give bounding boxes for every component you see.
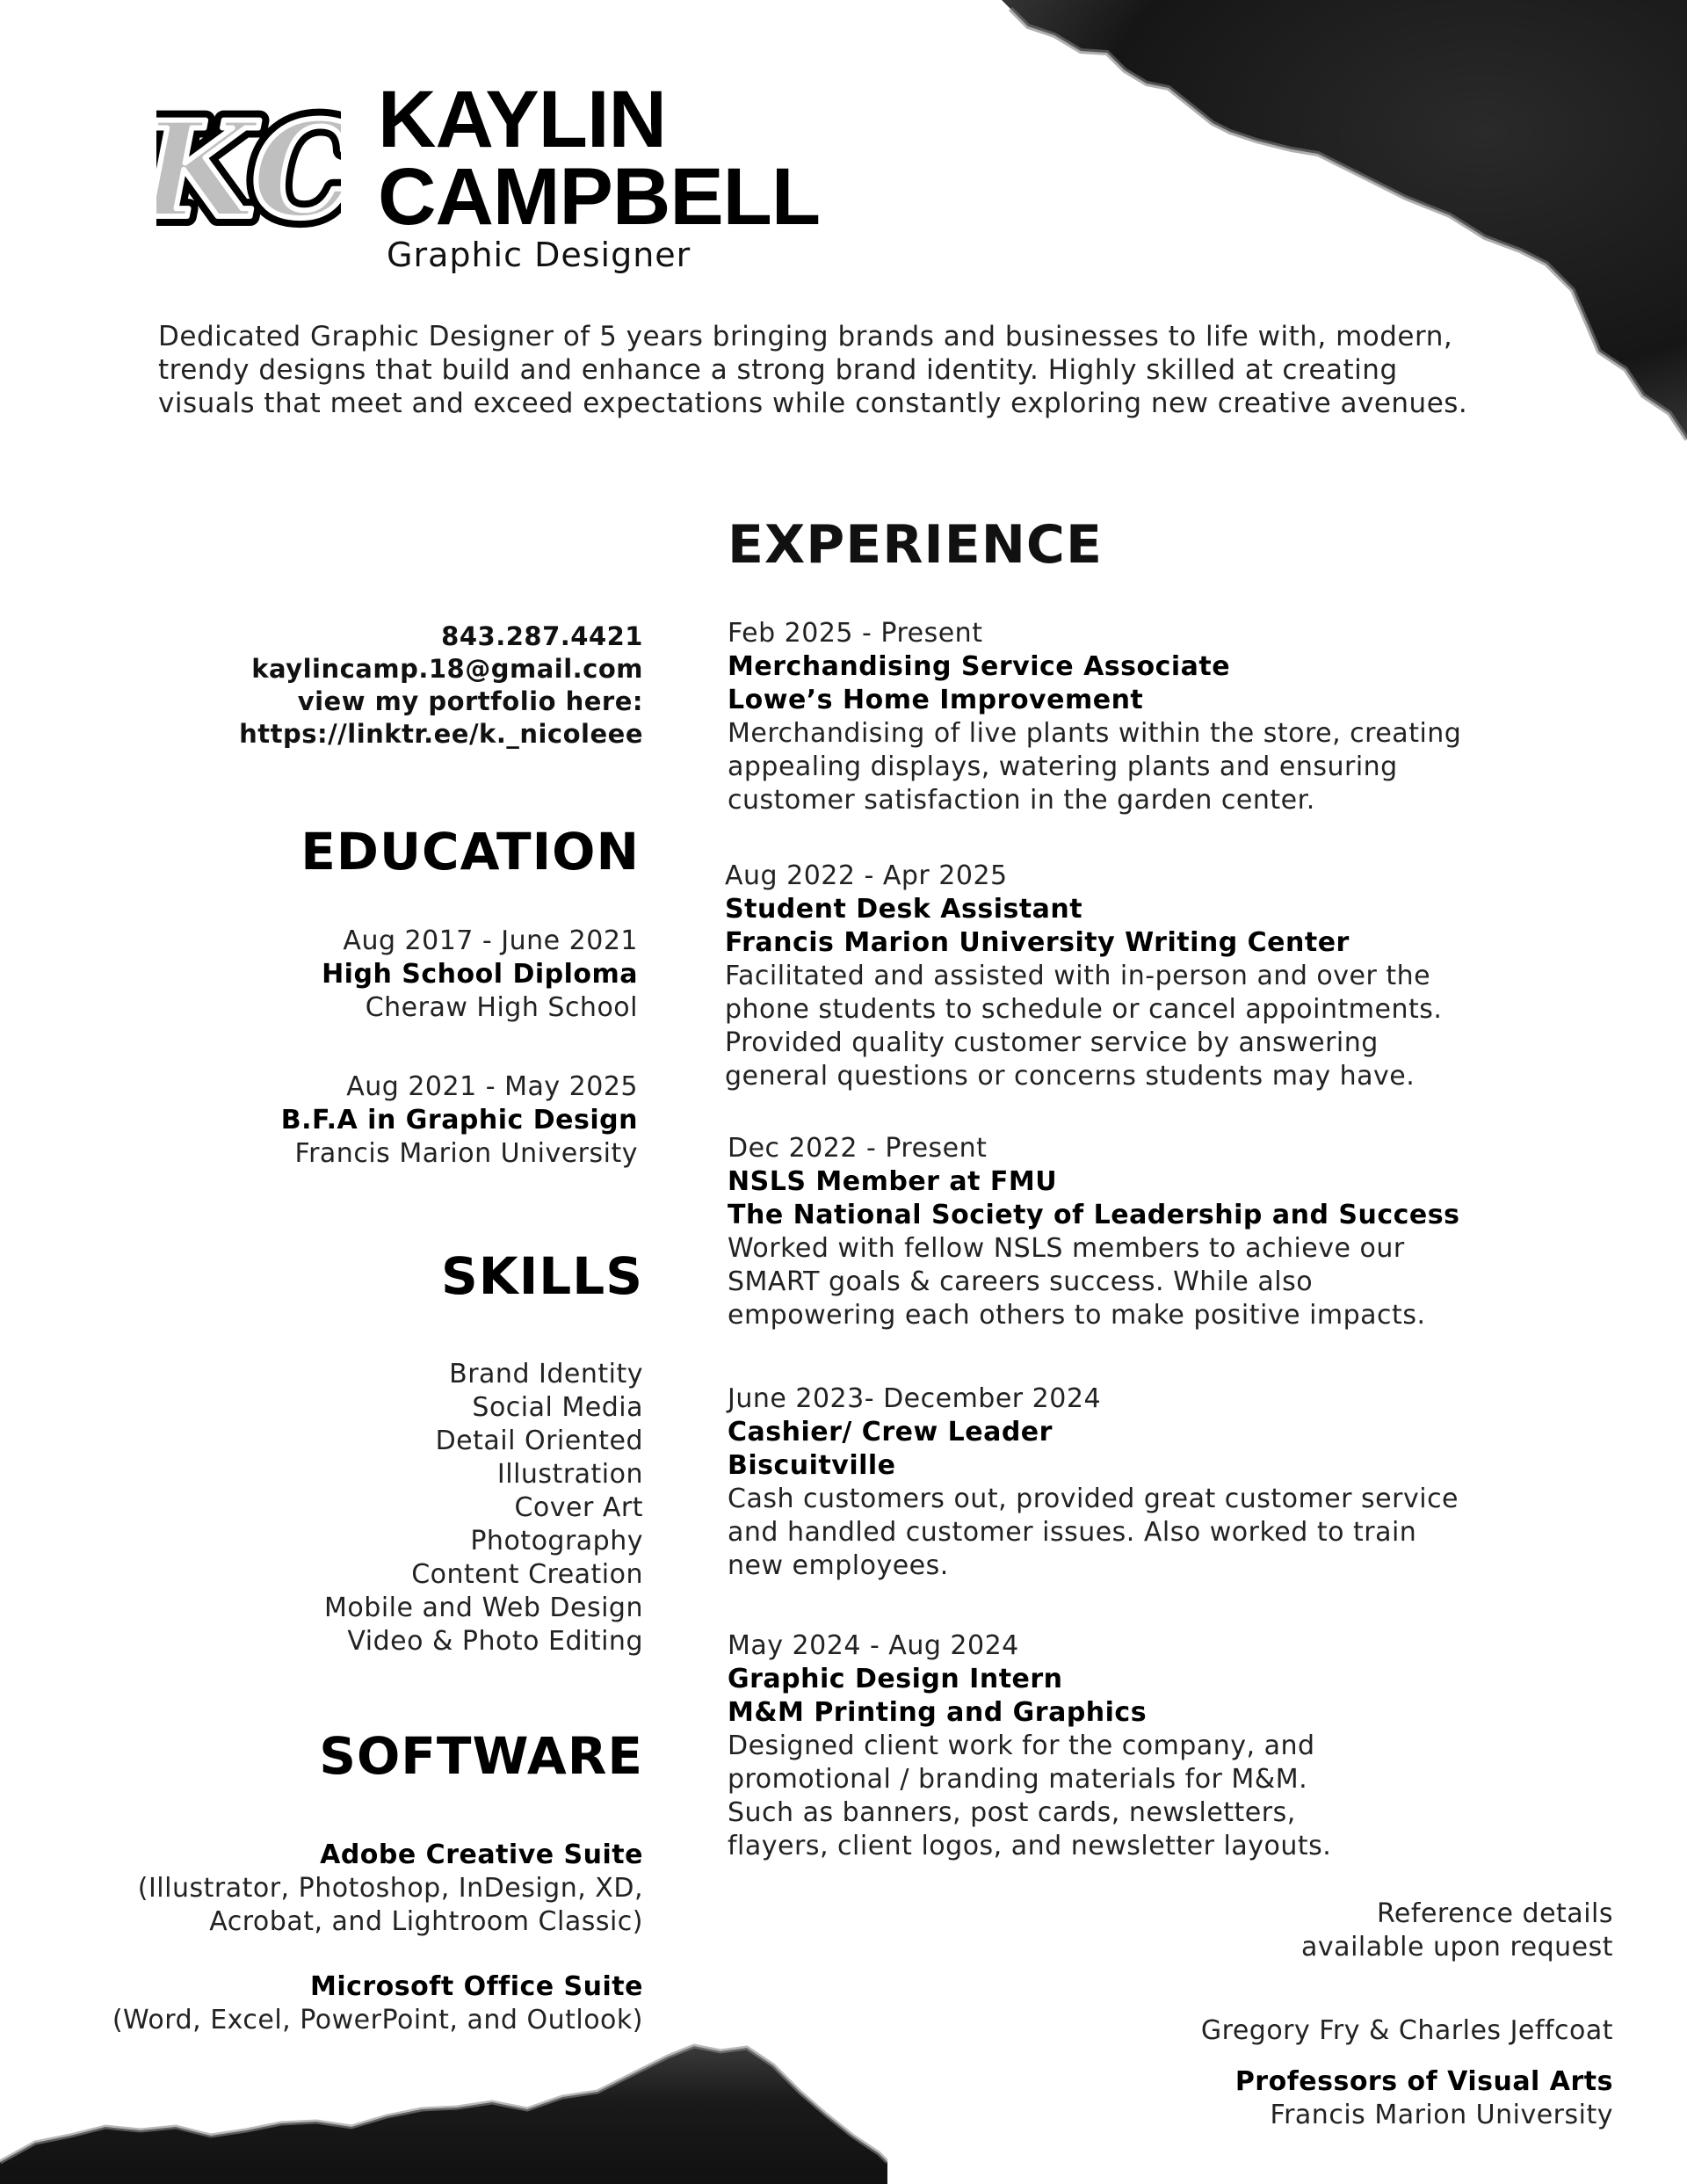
- experience-desc-line: flayers, client logos, and newsletter layouts.: [728, 1831, 1332, 1861]
- name-first: KAYLIN: [378, 75, 666, 164]
- experience-desc-line: customer satisfaction in the garden center.: [728, 785, 1315, 816]
- experience-heading: EXPERIENCE: [728, 514, 1103, 576]
- experience-role: Graphic Design Intern: [728, 1664, 1063, 1694]
- experience-dates: Aug 2022 - Apr 2025: [725, 860, 1008, 891]
- education-dates: Aug 2021 - May 2025: [346, 1071, 638, 1102]
- software-name: Microsoft Office Suite: [309, 1971, 643, 2002]
- experience-org: Lowe’s Home Improvement: [728, 685, 1144, 715]
- experience-dates: Dec 2022 - Present: [728, 1133, 988, 1164]
- reference-line: available upon request: [1301, 1932, 1613, 1963]
- skill-item: Video & Photo Editing: [347, 1626, 643, 1657]
- reference-contact: [1086, 2065, 1613, 2132]
- experience-desc-line: SMART goals & careers success. While also: [728, 1266, 1314, 1297]
- experience-desc-line: phone students to schedule or cancel appointments.: [725, 994, 1443, 1025]
- experience-desc-line: Cash customers out, provided great customer service: [728, 1484, 1459, 1514]
- reference-line: Reference details: [1376, 1898, 1613, 1929]
- experience-desc-line: empowering each others to make positive impacts.: [728, 1300, 1426, 1331]
- education-dates: Aug 2017 - June 2021: [343, 925, 638, 956]
- email-address[interactable]: kaylincamp.18@gmail.com: [251, 654, 643, 684]
- education-item: [23, 925, 638, 1025]
- experience-org: Biscuitville: [728, 1450, 896, 1481]
- portfolio-label: view my portfolio here:: [297, 686, 643, 716]
- summary-line: trendy designs that build and enhance a strong brand identity. Highly skilled at creating: [158, 354, 1398, 386]
- software-heading: SOFTWARE: [319, 1726, 643, 1786]
- job-title: Graphic Designer: [387, 236, 691, 274]
- reference-note: [1086, 1897, 1613, 1964]
- experience-desc-line: appealing displays, watering plants and ensuring: [728, 751, 1398, 782]
- education-degree: High School Diploma: [322, 959, 638, 990]
- experience-org: The National Society of Leadership and Success: [728, 1200, 1460, 1230]
- skill-item: Brand Identity: [449, 1359, 643, 1389]
- experience-desc-line: Worked with fellow NSLS members to achieve our: [728, 1233, 1405, 1264]
- experience-item: [728, 617, 1518, 817]
- reference-org: Francis Marion University: [1270, 2100, 1613, 2130]
- experience-item: [728, 1132, 1518, 1332]
- experience-dates: Feb 2025 - Present: [728, 618, 983, 649]
- profile-summary: [158, 320, 1476, 420]
- summary-line: visuals that meet and exceed expectations while constantly exploring new creative avenues.: [158, 388, 1468, 419]
- skill-item: Photography: [470, 1526, 643, 1556]
- experience-org: Francis Marion University Writing Center: [725, 927, 1350, 958]
- monogram-logo: [156, 84, 341, 251]
- experience-org: M&M Printing and Graphics: [728, 1697, 1148, 1728]
- skill-item: Content Creation: [411, 1559, 643, 1590]
- contact-block: [116, 620, 643, 751]
- experience-desc-line: Such as banners, post cards, newsletters,: [728, 1797, 1296, 1828]
- software-detail: Acrobat, and Lightroom Classic): [209, 1906, 643, 1937]
- skill-item: Mobile and Web Design: [324, 1593, 643, 1623]
- experience-role: NSLS Member at FMU: [728, 1166, 1058, 1197]
- experience-dates: June 2023- December 2024: [728, 1383, 1102, 1414]
- education-degree: B.F.A in Graphic Design: [280, 1105, 638, 1136]
- experience-item: [728, 1382, 1518, 1583]
- skill-item: Social Media: [472, 1392, 643, 1423]
- applicant-name: [378, 75, 821, 242]
- experience-desc-line: general questions or concerns students may have.: [725, 1061, 1415, 1092]
- skills-list: [324, 1358, 643, 1658]
- name-last: CAMPBELL: [378, 152, 821, 242]
- summary-line: Dedicated Graphic Designer of 5 years bringing brands and businesses to life with, modern,: [158, 321, 1453, 352]
- experience-role: Merchandising Service Associate: [728, 651, 1231, 682]
- svg-text:KC: [156, 93, 341, 248]
- experience-item: [725, 860, 1516, 1093]
- phone-number[interactable]: 843.287.4421: [441, 621, 643, 651]
- experience-desc-line: Designed client work for the company, and: [728, 1731, 1315, 1761]
- experience-role: Student Desk Assistant: [725, 894, 1083, 925]
- experience-desc-line: new employees.: [728, 1550, 949, 1581]
- experience-role: Cashier/ Crew Leader: [728, 1417, 1053, 1448]
- experience-desc-line: promotional / branding materials for M&M.: [728, 1764, 1308, 1795]
- skill-item: Illustration: [496, 1459, 643, 1490]
- skill-item: Cover Art: [514, 1492, 643, 1523]
- education-heading: EDUCATION: [300, 822, 640, 882]
- education-item: [23, 1070, 638, 1171]
- education-school: Francis Marion University: [294, 1138, 638, 1169]
- education-school: Cheraw High School: [365, 992, 638, 1023]
- software-item: [0, 1839, 643, 1939]
- portfolio-link[interactable]: https://linktr.ee/k._nicoleee: [239, 719, 643, 749]
- reference-title: Professors of Visual Arts: [1234, 2066, 1613, 2097]
- software-detail: (Word, Excel, PowerPoint, and Outlook): [112, 2005, 643, 2035]
- skills-heading: SKILLS: [441, 1246, 643, 1306]
- experience-dates: May 2024 - Aug 2024: [728, 1630, 1019, 1661]
- experience-desc-line: Provided quality customer service by answering: [725, 1027, 1379, 1058]
- experience-desc-line: and handled customer issues. Also worked to train: [728, 1517, 1417, 1548]
- torn-ink-bottom-left: [0, 2039, 887, 2184]
- experience-desc-line: Facilitated and assisted with in-person and over the: [725, 961, 1431, 991]
- software-name: Adobe Creative Suite: [320, 1839, 643, 1870]
- skill-item: Detail Oriented: [435, 1426, 643, 1456]
- experience-item: [728, 1629, 1518, 1863]
- software-item: [0, 1970, 643, 2037]
- reference-names: Gregory Fry & Charles Jeffcoat: [1200, 2015, 1613, 2046]
- experience-desc-line: Merchandising of live plants within the store, creating: [728, 718, 1462, 749]
- software-detail: (Illustrator, Photoshop, InDesign, XD,: [137, 1873, 643, 1904]
